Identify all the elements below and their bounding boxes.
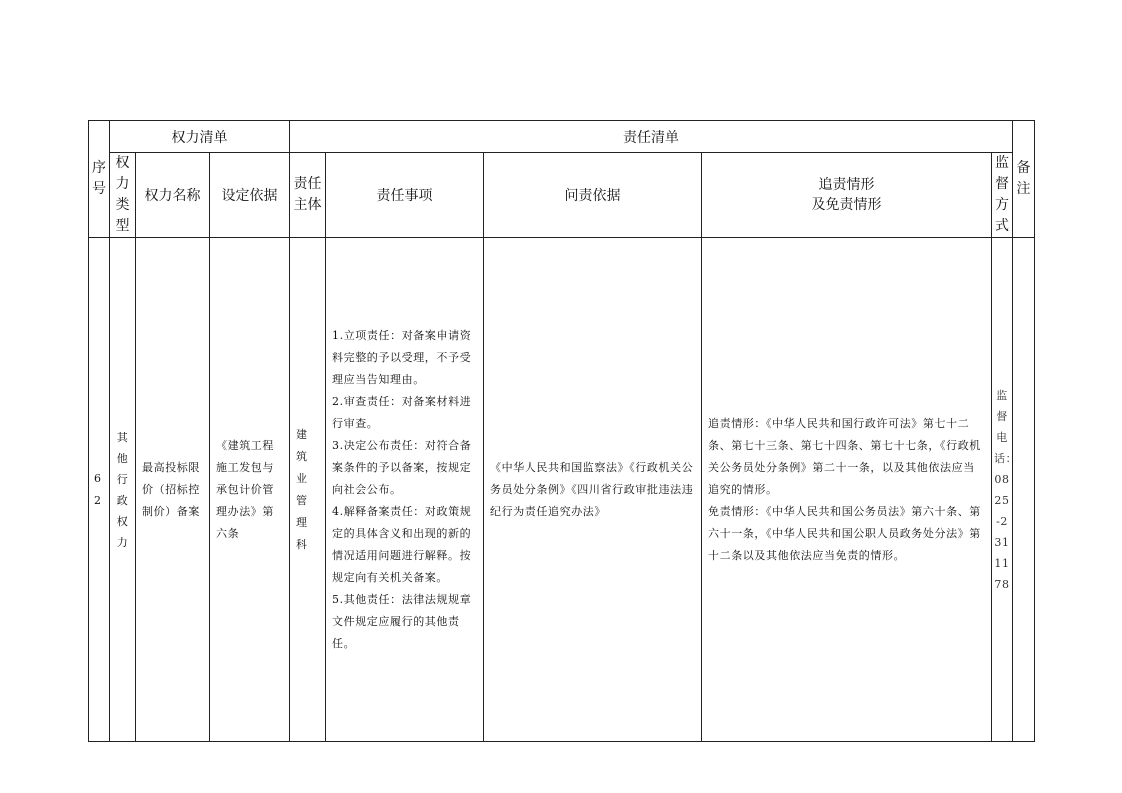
row-accountability-basis: 《中华人民共和国监察法》《行政机关公务员处分条例》《四川省行政审批违法违纪行为责任追究办法》 bbox=[484, 238, 702, 742]
matter-item: 1.立项责任：对备案申请资料完整的予以受理，不予受理应当告知理由。 bbox=[332, 328, 472, 386]
header-basis: 设定依据 bbox=[210, 153, 290, 238]
header-power-name: 权力名称 bbox=[136, 153, 210, 238]
header-pursuit bbox=[702, 153, 992, 238]
responsibility-table bbox=[88, 120, 1035, 742]
row-matters bbox=[326, 238, 484, 742]
header-power-list: 权力清单 bbox=[110, 121, 290, 153]
header-subject: 责任主体 bbox=[290, 153, 326, 238]
header-remark: 备注 bbox=[1013, 121, 1035, 238]
row-pursuit bbox=[702, 238, 992, 742]
row-power-type: 其他行政权力 bbox=[110, 238, 136, 742]
row-power-name: 最高投标限价（招标控制价）备案 bbox=[136, 238, 210, 742]
header-accountability-basis: 问责依据 bbox=[484, 153, 702, 238]
header-pursuit-line1: 追责情形 bbox=[818, 177, 875, 193]
matter-item: 3.决定公布责任：对符合备案条件的予以备案，按规定向社会公布。 bbox=[332, 438, 472, 496]
header-supervision: 监督方式 bbox=[992, 153, 1013, 238]
pursuit-item: 追责情形：《中华人民共和国行政许可法》第七十二条、第七十三条、第七十四条、第七十七条，《行政机关公务员处分条例》第二十一条，以及其他依法应当追究的情形。 bbox=[708, 416, 981, 496]
table-row bbox=[89, 238, 1035, 742]
matter-item: 2.审查责任：对备案材料进行审查。 bbox=[332, 394, 472, 430]
pursuit-item: 免责情形：《中华人民共和国公务员法》第六十条、第六十一条，《中华人民共和国公职人员政务处分法》第十二条以及其他依法应当免责的情形。 bbox=[708, 504, 981, 562]
row-supervision: 监督电话：0825-2311178 bbox=[992, 238, 1013, 742]
header-power-type: 权力类型 bbox=[110, 153, 136, 238]
header-responsibility-list: 责任清单 bbox=[290, 121, 1013, 153]
row-remark bbox=[1013, 238, 1035, 742]
header-pursuit-line2: 及免责情形 bbox=[811, 197, 882, 213]
row-subject: 建筑业管理科 bbox=[290, 238, 326, 742]
matter-item: 5.其他责任：法律法规规章文件规定应履行的其他责任。 bbox=[332, 592, 472, 650]
matter-item: 4.解释备案责任：对政策规定的具体含义和出现的新的情况适用问题进行解释。按规定向有关机关备案。 bbox=[332, 504, 472, 584]
header-matters: 责任事项 bbox=[326, 153, 484, 238]
row-seq: 62 bbox=[89, 238, 110, 742]
row-basis: 《建筑工程施工发包与承包计价管理办法》第六条 bbox=[210, 238, 290, 742]
header-seq: 序号 bbox=[89, 121, 110, 238]
